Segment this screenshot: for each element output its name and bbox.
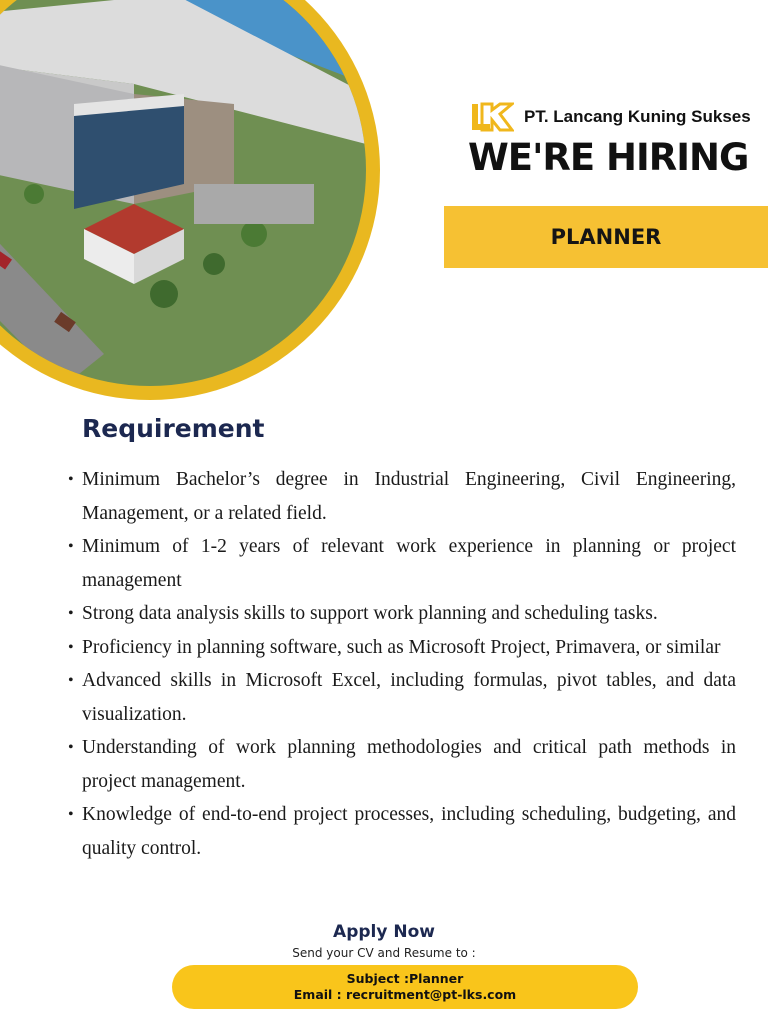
requirement-item: • Minimum of 1-2 years of relevant work experience in planning or project management — [82, 530, 736, 597]
company-name: PT. Lancang Kuning Sukses — [524, 107, 751, 126]
requirement-item: • Proficiency in planning software, such as Microsoft Project, Primavera, or similar — [82, 631, 736, 665]
email-subject: Subject :Planner — [346, 971, 464, 986]
contact-info-pill — [172, 965, 638, 1009]
apply-now-heading: Apply Now — [333, 922, 435, 942]
factory-photo — [0, 0, 380, 400]
requirement-item: • Strong data analysis skills to support work planning and scheduling tasks. — [82, 597, 736, 631]
hiring-headline: WE'RE HIRING — [468, 136, 749, 179]
position-title: PLANNER — [550, 225, 662, 249]
requirement-item: • Understanding of work planning methodologies and critical path methods in project management. — [82, 731, 736, 798]
requirement-item: • Advanced skills in Microsoft Excel, including formulas, pivot tables, and data visualization. — [82, 664, 736, 731]
requirement-item: • Knowledge of end-to-end project processes, including scheduling, budgeting, and quality control. — [82, 798, 736, 865]
requirements-heading: Requirement — [82, 414, 265, 443]
contact-email: Email : recruitment@pt-lks.com — [293, 987, 517, 1002]
position-title-banner — [444, 206, 768, 268]
factory-aerial-image — [0, 0, 366, 386]
requirement-item: • Minimum Bachelor’s degree in Industrial Engineering, Civil Engineering, Management, or a related field. — [82, 463, 736, 530]
lks-logo-icon — [470, 102, 514, 132]
company-brand — [470, 102, 751, 132]
requirements-list — [82, 463, 736, 865]
apply-instructions: Send your CV and Resume to : — [292, 946, 476, 960]
